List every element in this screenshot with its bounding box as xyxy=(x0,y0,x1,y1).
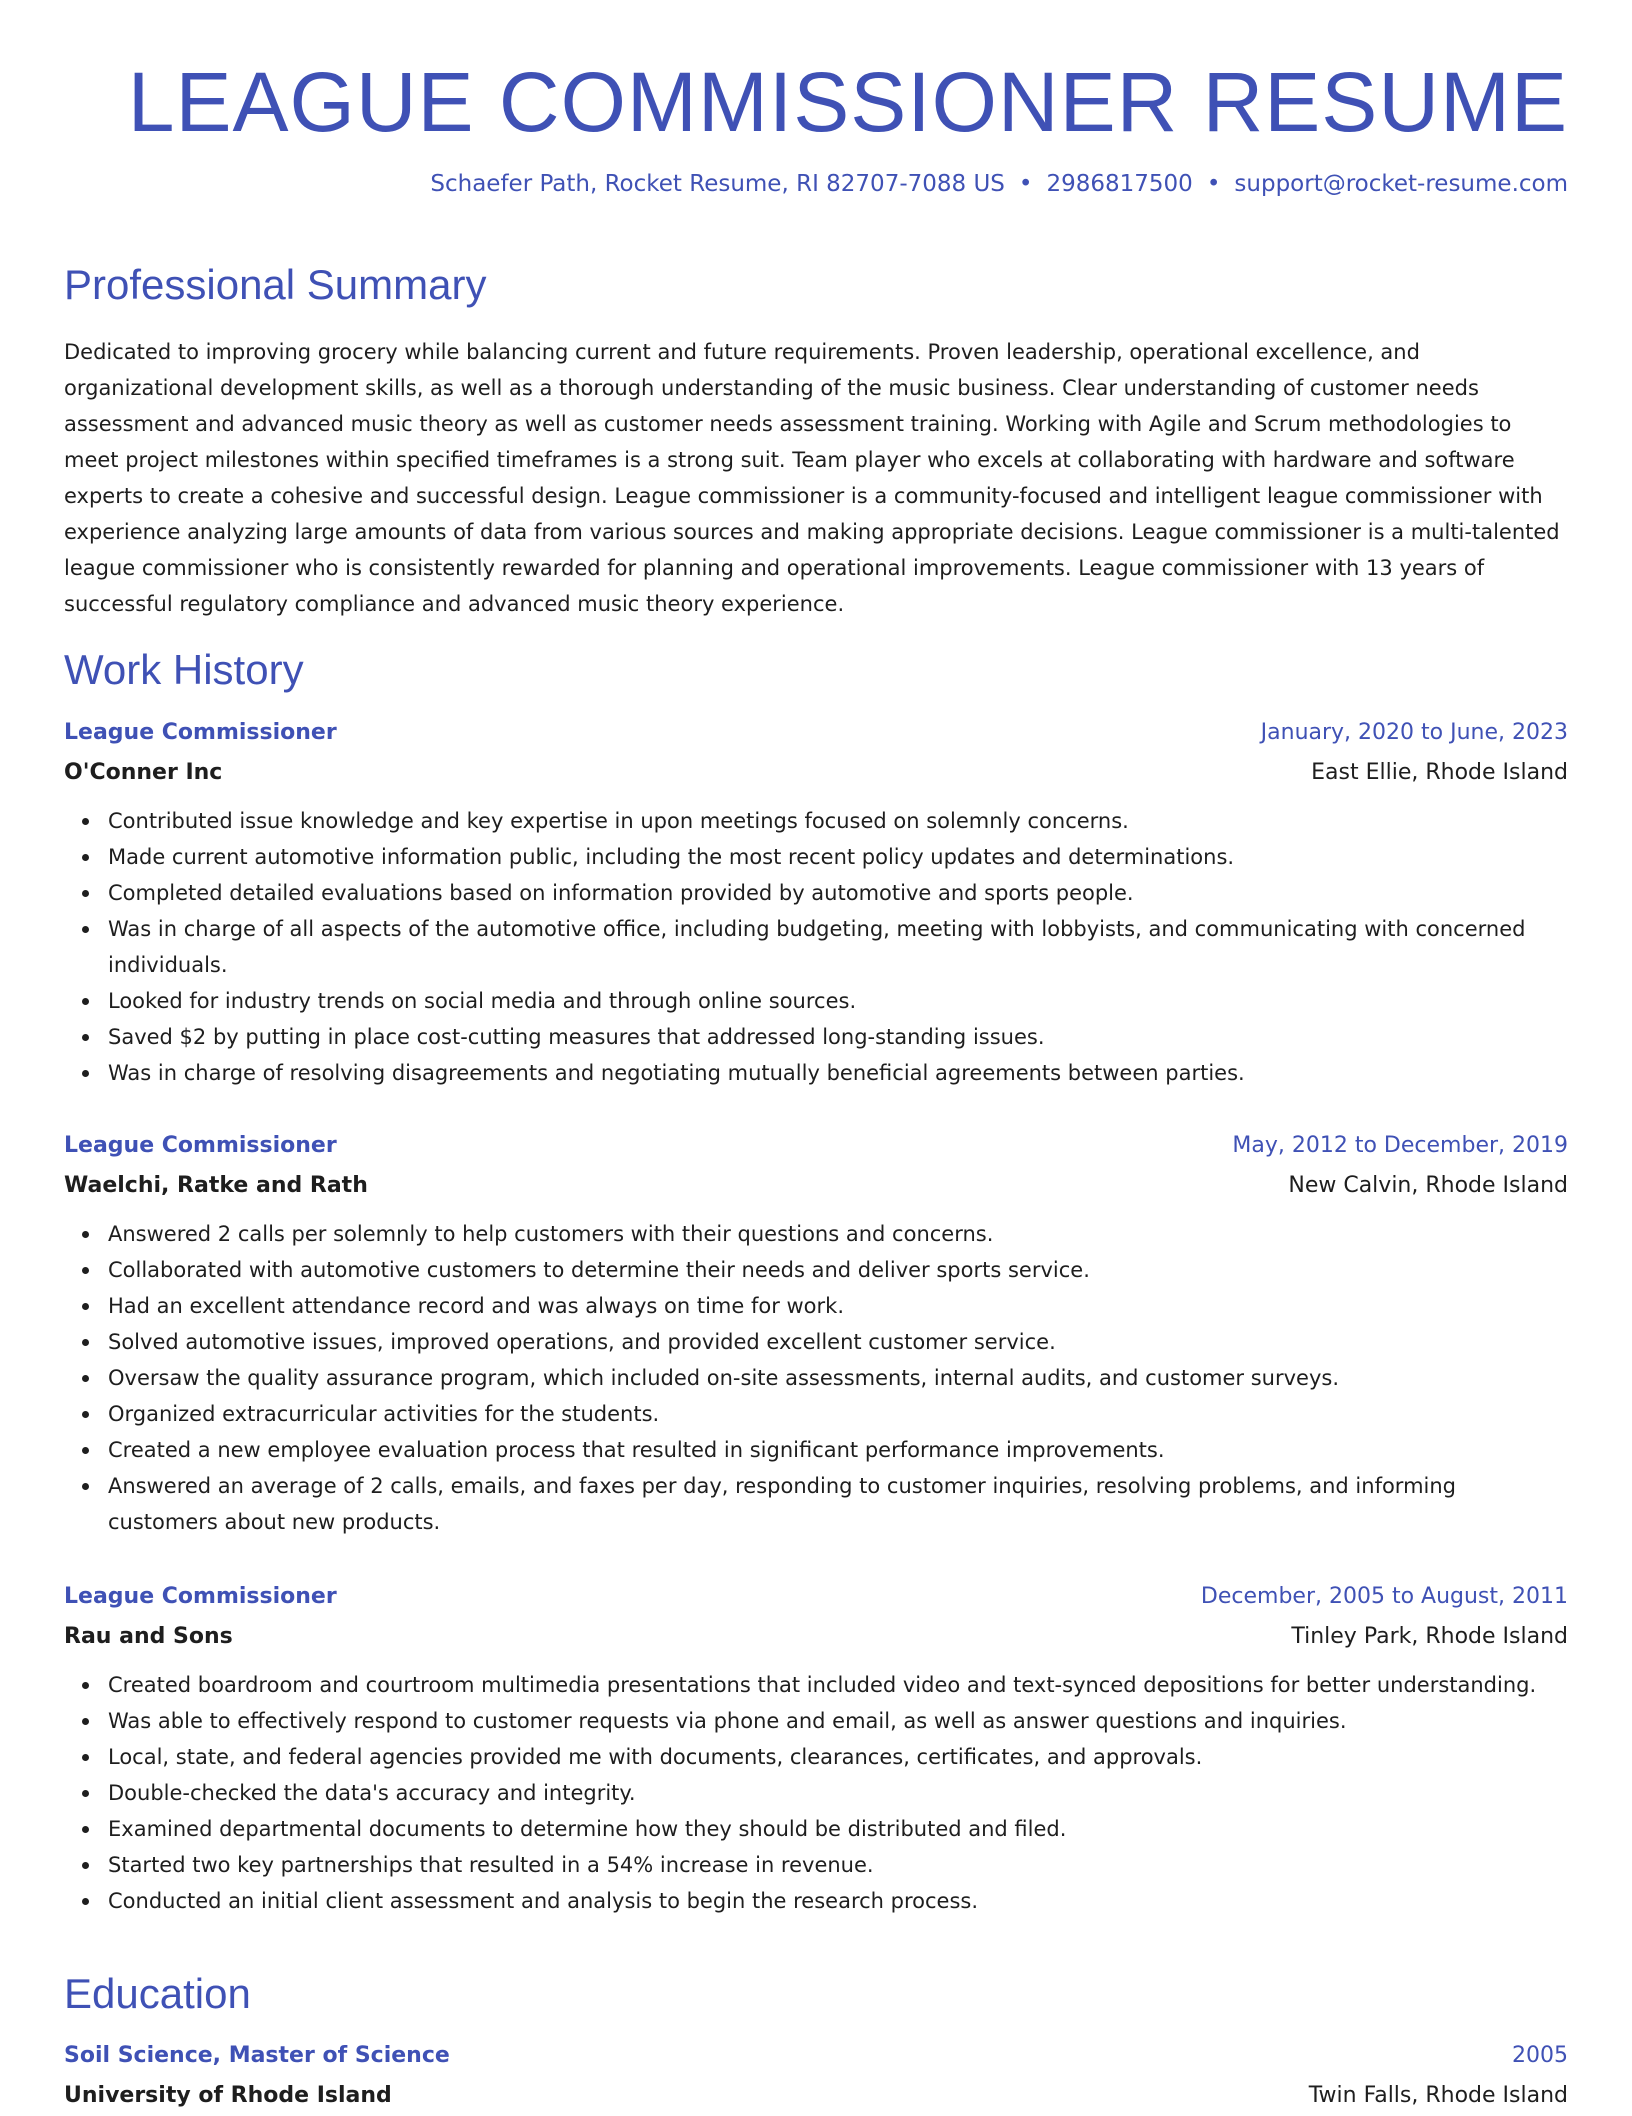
bullet-text: Created a new employee evaluation process that resulted in significant performance improvements. xyxy=(108,1438,1165,1462)
bullet-dot xyxy=(82,1790,89,1797)
bullet-text: Was in charge of resolving disagreements and negotiating mutually beneficial agreements between parties. xyxy=(108,1061,1245,1085)
bullet-item xyxy=(108,1468,1568,1540)
job-entry xyxy=(64,713,1568,1091)
bullet-dot xyxy=(82,890,89,897)
bullet-item xyxy=(108,911,1568,983)
resume-title: LEAGUE COMMISSIONER RESUME xyxy=(127,55,1568,149)
bullet-dot xyxy=(82,926,89,933)
bullet-text: Had an excellent attendance record and was always on time for work. xyxy=(108,1294,845,1318)
bullet-text: Contributed issue knowledge and key expertise in upon meetings focused on solemnly concerns. xyxy=(108,809,1129,833)
bullet-item xyxy=(108,1703,1568,1739)
bullet-dot xyxy=(82,1862,89,1869)
bullet-item xyxy=(108,803,1568,839)
job-title: League Commissioner xyxy=(64,1584,337,1609)
company-name: Rau and Sons xyxy=(64,1624,233,1649)
job-location: East Ellie, Rhode Island xyxy=(1311,760,1568,785)
bullet-dot xyxy=(82,1231,89,1238)
school-name: University of Rhode Island xyxy=(64,2083,392,2108)
job-bullets xyxy=(64,1216,1568,1540)
bullet-dot xyxy=(82,1339,89,1346)
bullet-item xyxy=(108,839,1568,875)
bullet-text: Answered 2 calls per solemnly to help customers with their questions and concerns. xyxy=(108,1222,994,1246)
bullet-dot xyxy=(82,818,89,825)
bullet-text: Looked for industry trends on social media and through online sources. xyxy=(108,989,857,1013)
bullet-dot xyxy=(82,1411,89,1418)
bullet-item xyxy=(108,1432,1568,1468)
job-dates: January, 2020 to June, 2023 xyxy=(1260,720,1568,745)
bullet-item xyxy=(108,1396,1568,1432)
bullet-item xyxy=(108,1288,1568,1324)
work-history-heading: Work History xyxy=(64,646,304,693)
bullet-dot xyxy=(82,1682,89,1689)
bullet-text: Conducted an initial client assessment and analysis to begin the research process. xyxy=(108,1889,979,1913)
job-title: League Commissioner xyxy=(64,1133,337,1158)
summary-text: Dedicated to improving grocery while balancing current and future requirements. Proven leadership, operational excellence, and organizational development skills, as well as a thorough understanding of the music business. Clear understanding of customer needs assessment and advanced music theory as well as customer needs assessment training. Working with Agile and Scrum methodologies to meet project milestones within specified timeframes is a strong suit. Team player who excels at collaborating with hardware and software experts to create a cohesive and successful design. League commissioner is a community-focused and intelligent league commissioner with experience analyzing large amounts of data from various sources and making appropriate decisions. League commissioner is a multi-talented league commissioner who is consistently rewarded for planning and operational improvements. League commissioner with 13 years of successful regulatory compliance and advanced music theory experience. xyxy=(64,340,1560,616)
bullet-text: Answered an average of 2 calls, emails, and faxes per day, responding to customer inquiries, resolving problems, and informing customers about new products. xyxy=(108,1474,1456,1534)
job-bullets xyxy=(64,803,1568,1091)
job-location: New Calvin, Rhode Island xyxy=(1288,1173,1568,1198)
bullet-dot xyxy=(82,1826,89,1833)
bullet-item xyxy=(108,1252,1568,1288)
job-location: Tinley Park, Rhode Island xyxy=(1291,1624,1568,1649)
bullet-dot xyxy=(82,1718,89,1725)
bullet-text: Organized extracurricular activities for the students. xyxy=(108,1402,660,1426)
contact-separator: • xyxy=(1018,171,1033,197)
bullet-dot xyxy=(82,1483,89,1490)
job-title: League Commissioner xyxy=(64,720,337,745)
contact-email[interactable]: support@rocket-resume.com xyxy=(1234,171,1568,197)
bullet-text: Made current automotive information public, including the most recent policy updates and determinations. xyxy=(108,845,1235,869)
bullet-dot xyxy=(82,1375,89,1382)
bullet-item xyxy=(108,875,1568,911)
bullet-dot xyxy=(82,1267,89,1274)
bullet-text: Solved automotive issues, improved operations, and provided excellent customer service. xyxy=(108,1330,1056,1354)
contact-separator: • xyxy=(1206,171,1221,197)
bullet-dot xyxy=(82,1754,89,1761)
bullet-item xyxy=(108,1739,1568,1775)
bullet-dot xyxy=(82,1034,89,1041)
bullet-text: Examined departmental documents to determine how they should be distributed and filed. xyxy=(108,1817,1067,1841)
bullet-text: Was in charge of all aspects of the automotive office, including budgeting, meeting with lobbyists, and communicating with concerned individuals. xyxy=(108,917,1526,977)
company-name: O'Conner Inc xyxy=(64,760,223,785)
job-dates: December, 2005 to August, 2011 xyxy=(1200,1584,1568,1609)
bullet-item xyxy=(108,1019,1568,1055)
bullet-text: Double-checked the data's accuracy and integrity. xyxy=(108,1781,636,1805)
contact-phone: 2986817500 xyxy=(1046,171,1193,197)
bullet-item xyxy=(108,1055,1568,1091)
contact-line xyxy=(430,170,1568,198)
bullet-text: Local, state, and federal agencies provided me with documents, clearances, certificates, and approvals. xyxy=(108,1745,1203,1769)
school-location: Twin Falls, Rhode Island xyxy=(1308,2083,1568,2108)
bullet-item xyxy=(108,1216,1568,1252)
education-heading: Education xyxy=(64,1970,251,2017)
company-name: Waelchi, Ratke and Rath xyxy=(64,1173,368,1198)
bullet-text: Started two key partnerships that resulted in a 54% increase in revenue. xyxy=(108,1853,874,1877)
bullet-text: Saved $2 by putting in place cost-cutting measures that addressed long-standing issues. xyxy=(108,1025,1045,1049)
bullet-text: Collaborated with automotive customers to determine their needs and deliver sports service. xyxy=(108,1258,1090,1282)
bullet-item xyxy=(108,1360,1568,1396)
bullet-item xyxy=(108,1775,1568,1811)
bullet-item xyxy=(108,983,1568,1019)
bullet-text: Was able to effectively respond to customer requests via phone and email, as well as answer questions and inquiries. xyxy=(108,1709,1347,1733)
bullet-text: Created boardroom and courtroom multimedia presentations that included video and text-synced depositions for better understanding. xyxy=(108,1673,1537,1697)
bullet-text: Completed detailed evaluations based on information provided by automotive and sports people. xyxy=(108,881,1134,905)
job-bullets xyxy=(64,1667,1568,1919)
contact-address: Schaefer Path, Rocket Resume, RI 82707-7088 US xyxy=(430,171,1005,197)
bullet-dot xyxy=(82,854,89,861)
bullet-dot xyxy=(82,1070,89,1077)
job-entry xyxy=(64,1577,1568,1919)
degree-title: Soil Science, Master of Science xyxy=(64,2043,450,2068)
bullet-item xyxy=(108,1811,1568,1847)
bullet-item xyxy=(108,1883,1568,1919)
bullet-item xyxy=(108,1324,1568,1360)
bullet-dot xyxy=(82,998,89,1005)
summary-heading: Professional Summary xyxy=(64,261,487,308)
bullet-dot xyxy=(82,1447,89,1454)
bullet-dot xyxy=(82,1303,89,1310)
bullet-dot xyxy=(82,1898,89,1905)
graduation-year: 2005 xyxy=(1512,2043,1568,2068)
education-entry xyxy=(64,2036,1568,2116)
job-dates: May, 2012 to December, 2019 xyxy=(1232,1133,1568,1158)
bullet-text: Oversaw the quality assurance program, which included on-site assessments, internal audits, and customer surveys. xyxy=(108,1366,1340,1390)
job-entry xyxy=(64,1126,1568,1540)
bullet-item xyxy=(108,1847,1568,1883)
bullet-item xyxy=(108,1667,1568,1703)
